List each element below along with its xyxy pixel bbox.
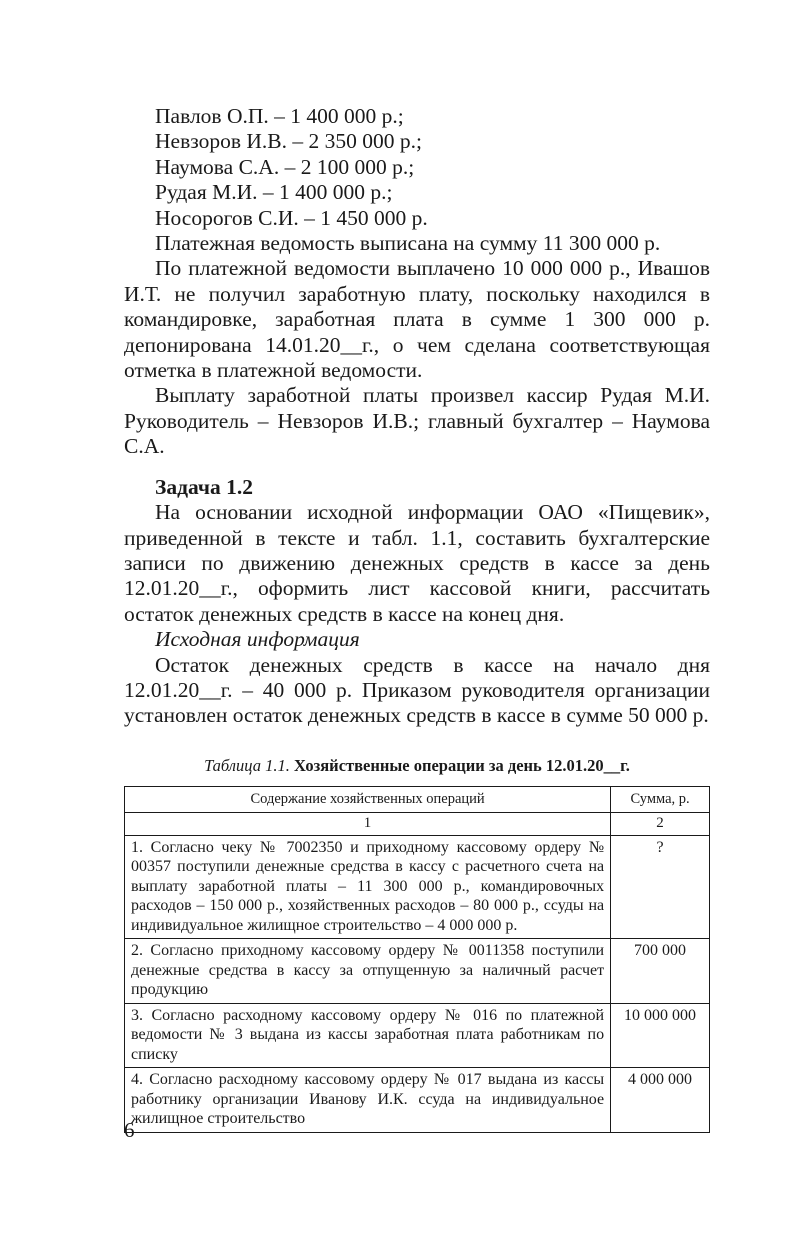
header-amount: Сумма, р. <box>611 786 710 813</box>
operations-table <box>124 786 710 1133</box>
operation-amount: 4 000 000 <box>611 1068 710 1133</box>
table-header-row <box>125 786 710 813</box>
column-number: 1 <box>125 813 611 836</box>
page-number: 6 <box>124 1118 135 1142</box>
signatures-paragraph: Выплату заработной платы произвел кассир Рудая М.И. Руководитель – Невзоров И.В.; главный бухгалтер – Наумова С.А. <box>124 383 710 459</box>
table-caption-label: Таблица 1.1. <box>204 755 290 775</box>
operation-amount: 10 000 000 <box>611 1003 710 1068</box>
table-caption-title: Хозяйственные операции за день 12.01.20__г. <box>293 755 630 775</box>
list-line: Павлов О.П. – 1 400 000 р.; <box>155 104 404 128</box>
column-number: 2 <box>611 813 710 836</box>
operation-description: 4. Согласно расходному кассовому ордеру № 017 выдана из кассы работнику организации Иванову И.К. ссуда на индивидуальное жилищное строительство <box>125 1068 611 1133</box>
list-line: Наумова С.А. – 2 100 000 р.; <box>155 154 415 179</box>
task-text: На основании исходной информации ОАО «Пищевик», приведенной в тексте и табл. 1.1, составить бухгалтерские записи по движению денежных средств в кассе за день 12.01.20__г., оформить лист кассовой книги, рассчитать остаток денежных средств в кассе на конец дня. <box>124 500 710 626</box>
header-description: Содержание хозяйственных операций <box>125 786 611 813</box>
page-content <box>124 104 710 1133</box>
operation-amount: ? <box>611 835 710 939</box>
table-row <box>125 939 710 1004</box>
table-row <box>125 835 710 939</box>
source-info-line1: Остаток денежных средств в кассе на начало дня <box>155 652 710 677</box>
operation-description: 1. Согласно чеку № 7002350 и приходному кассовому ордеру № 00357 поступили денежные средства в кассу с расчетного счета на выплату заработной платы – 11 300 000 р., командировочных расходов – 150 000 р., хозяйственных расходов – 80 000 р., ссуды на индивидуальное жилищное строительство – 4 000 000 р. <box>125 835 611 939</box>
operation-description: 2. Согласно приходному кассовому ордеру № 0011358 поступили денежные средства в кассу за отпущенную за наличный расчет продукцию <box>125 939 611 1004</box>
paid-out-paragraph: По платежной ведомости выплачено 10 000 000 р., Ивашов И.Т. не получил заработную плату, поскольку находился в командировке, заработная плата в сумме 1 300 000 р. депонирована 14.01.20__г., о чем сделана соответствующая отметка в платежной ведомости. <box>124 256 710 383</box>
list-line: Рудая М.И. – 1 400 000 р.; <box>155 180 393 205</box>
operation-description: 3. Согласно расходному кассовому ордеру № 016 по платежной ведомости № 3 выдана из кассы заработная плата работникам по списку <box>125 1003 611 1068</box>
table-caption <box>124 755 710 777</box>
table-row <box>125 1003 710 1068</box>
statement-total-paragraph: Платежная ведомость выписана на сумму 11 300 000 р. <box>155 231 661 256</box>
table-column-number-row <box>125 813 710 836</box>
source-info-rest: 12.01.20__г. – 40 000 р. Приказом руководителя организации установлен остаток денежных средств в кассе в сумме 50 000 р. <box>124 677 710 728</box>
operation-amount: 700 000 <box>611 939 710 1004</box>
source-info-title: Исходная информация <box>155 627 360 652</box>
task-heading: Задача 1.2 <box>155 474 253 499</box>
table-row <box>125 1068 710 1133</box>
list-line: Невзоров И.В. – 2 350 000 р.; <box>155 129 422 154</box>
list-line: Носорогов С.И. – 1 450 000 р. <box>155 205 428 230</box>
